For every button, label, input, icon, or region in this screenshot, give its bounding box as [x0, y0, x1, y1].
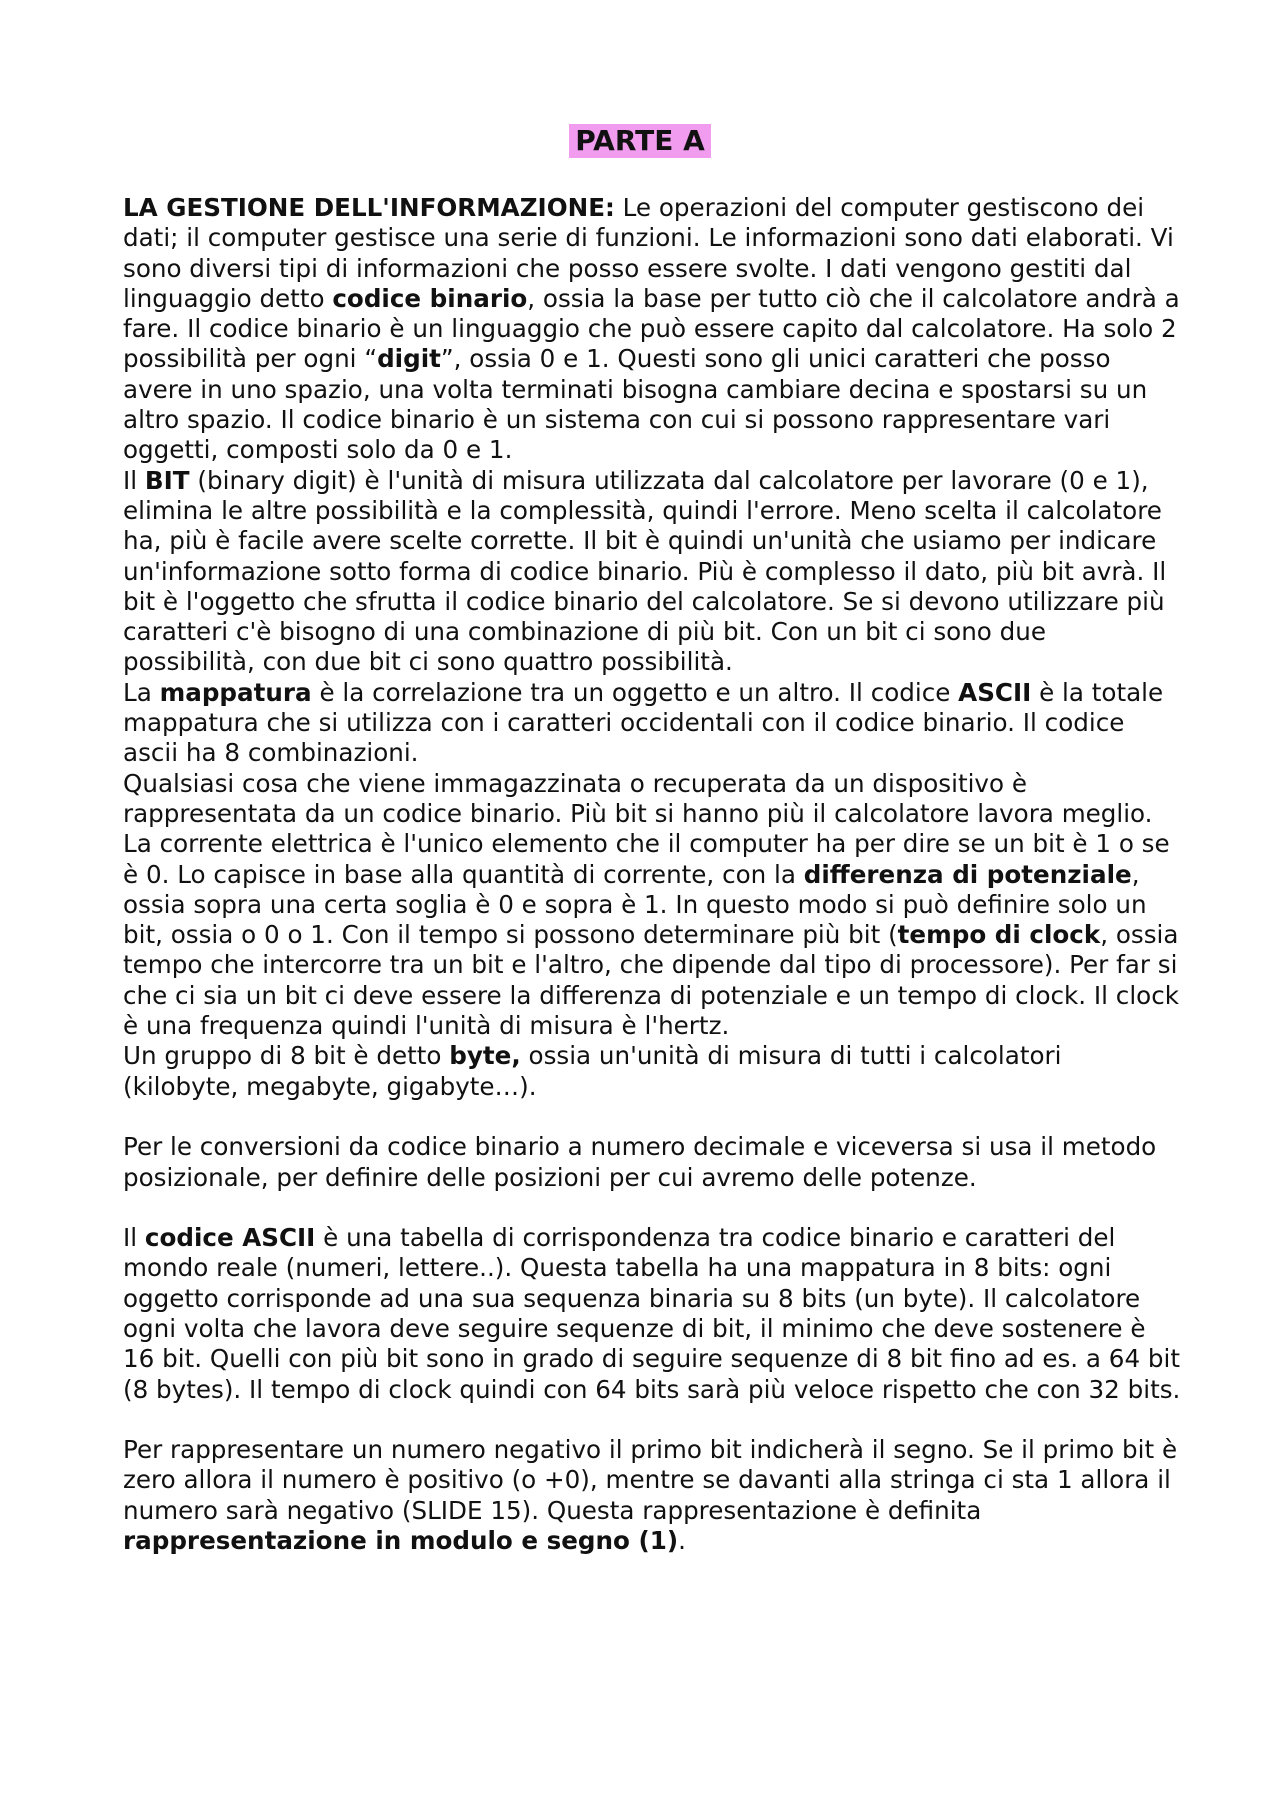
bold-term: codice binario: [332, 283, 528, 313]
text-run: La: [123, 677, 160, 707]
text-run: Per le conversioni da codice binario a numero decimale e viceversa si usa il metodo posizionale, per definire delle posizioni per cui avremo delle potenze.: [123, 1132, 1157, 1192]
bold-term: mappatura: [159, 677, 312, 707]
text-run: è la totale mappatura che si utilizza con i caratteri occidentali con il codice binario. Il codice ascii ha 8 combinazioni.: [123, 677, 1164, 768]
bold-term: digit: [377, 344, 441, 374]
document-body: [123, 193, 1183, 1556]
text-run: è una tabella di corrispondenza tra codice binario e caratteri del mondo reale (numeri, lettere..). Questa tabella ha una mappatura in 8 bits: ogni oggetto corrisponde ad una sua sequenza binaria su 8 bits (un byte). Il calcolatore ogni volta che lavora deve seguire sequenze di bit, il minimo che deve sostenere è 16 bit. Quelli con più bit sono in grado di seguire sequenze di 8 bit fino ad es. a 64 bit (8 bytes). Il tempo di clock quindi con 64 bits sarà più veloce rispetto che con 32 bits.: [123, 1223, 1181, 1404]
paragraph: [123, 769, 1183, 830]
page-title: PARTE A: [569, 124, 711, 158]
title-wrapper: [0, 124, 1280, 158]
text-run: ”, ossia 0 e 1. Questi sono gli unici caratteri che posso avere in uno spazio, una volta terminati bisogna cambiare decina e spostarsi su un altro spazio. Il codice binario è un sistema con cui si possono rappresentare vari oggetti, composti solo da 0 e 1.: [123, 344, 1148, 465]
paragraph-gap: [123, 1405, 1183, 1435]
text-run: Il: [123, 1223, 145, 1253]
bold-term: differenza di potenziale: [803, 859, 1132, 889]
bold-term: tempo di clock: [897, 920, 1101, 950]
text-run: (binary digit) è l'unità di misura utilizzata dal calcolatore per lavorare (0 e 1), elimina le altre possibilità e la complessità, quindi l'errore. Meno scelta il calcolatore ha, più è facile avere scelte corrette. Il bit è quindi un'unità che usiamo per indicare un'informazione sotto forma di codice binario. Più è complesso il dato, più bit avrà. Il bit è l'oggetto che sfrutta il codice binario del calcolatore. Se si devono utilizzare più caratteri c'è bisogno di una combinazione di più bit. Con un bit ci sono due possibilità, con due bit ci sono quattro possibilità.: [123, 465, 1167, 677]
text-run: Un gruppo di 8 bit è detto: [123, 1041, 450, 1071]
text-run: Le operazioni del computer gestiscono dei dati; il computer gestisce una serie di funzioni. Le informazioni sono dati elaborati. Vi sono diversi tipi di informazioni che posso essere svolte. I dati vengono gestiti dal linguaggio detto: [123, 193, 1174, 313]
text-run: , ossia la base per tutto ciò che il calcolatore andrà a fare. Il codice binario è un linguaggio che può essere capito dal calcolatore. Ha solo 2 possibilità per ogni “: [123, 283, 1180, 374]
paragraph: [123, 1041, 1183, 1102]
paragraph: [123, 1132, 1183, 1193]
paragraph: [123, 678, 1183, 769]
bold-term: codice ASCII: [144, 1223, 316, 1253]
text-run: , ossia sopra una certa soglia è 0 e sopra è 1. In questo modo si può definire solo un bit, ossia o 0 o 1. Con il tempo si possono determinare più bit (: [123, 859, 1147, 950]
text-run: ossia un'unità di misura di tutti i calcolatori (kilobyte, megabyte, gigabyte…).: [123, 1041, 1062, 1101]
paragraph: [123, 1435, 1183, 1556]
paragraph-gap: [123, 1193, 1183, 1223]
bold-term: LA GESTIONE DELL'INFORMAZIONE:: [123, 193, 615, 222]
paragraph: [123, 829, 1183, 1041]
text-run: Il: [123, 465, 145, 495]
paragraph-gap: [123, 1102, 1183, 1132]
text-run: .: [678, 1526, 686, 1556]
paragraph: [123, 466, 1183, 678]
paragraph: [123, 193, 1183, 466]
text-run: è la correlazione tra un oggetto e un altro. Il codice: [311, 677, 959, 707]
bold-term: rappresentazione in modulo e segno (1): [123, 1526, 679, 1556]
bold-term: byte,: [449, 1041, 521, 1071]
bold-term: ASCII: [958, 677, 1032, 707]
text-run: Qualsiasi cosa che viene immagazzinata o recuperata da un dispositivo è rappresentata da un codice binario. Più bit si hanno più il calcolatore lavora meglio.: [123, 768, 1153, 828]
text-run: La corrente elettrica è l'unico elemento che il computer ha per dire se un bit è 1 o se è 0. Lo capisce in base alla quantità di corrente, con la: [123, 829, 1170, 889]
text-run: Per rappresentare un numero negativo il primo bit indicherà il segno. Se il primo bit è zero allora il numero è positivo (o +0), mentre se davanti alla stringa ci sta 1 allora il numero sarà negativo (SLIDE 15). Questa rappresentazione è definita: [123, 1435, 1178, 1525]
text-run: , ossia tempo che intercorre tra un bit e l'altro, che dipende dal tipo di processore). Per far si che ci sia un bit ci deve essere la differenza di potenziale e un tempo di clock. Il clock è una frequenza quindi l'unità di misura è l'hertz.: [123, 920, 1179, 1041]
paragraph: [123, 1223, 1183, 1405]
bold-term: BIT: [144, 465, 190, 495]
